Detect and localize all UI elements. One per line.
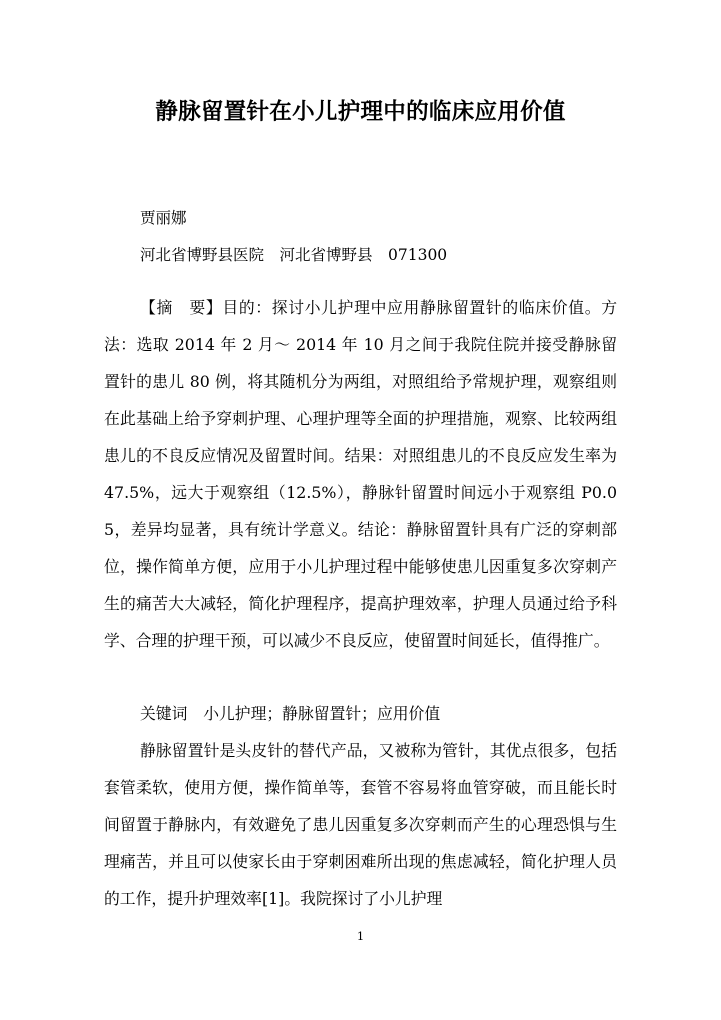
author-name: 贾丽娜 — [140, 209, 187, 227]
page-number: 1 — [356, 929, 365, 943]
author-affiliation: 河北省博野县医院 河北省博野县 071300 — [140, 246, 448, 264]
abstract-paragraph: 【摘 要】目的：探讨小儿护理中应用静脉留置针的临床价值。方法：选取 2014 年 2 月～ 2014 年 10 月之间于我院住院并接受静脉留置针的患儿 80 例，将其随机分为两组，对照组给予常规护理，观察组则在此基础上给予穿刺护理、心理护理等全面的护理措施，观察、比较两组患儿的不良反应情况及留置时间。结果：对照组患儿的不良反应发生率为 47.5%，远大于观察组（12.5%），静脉针留置时间远小于观察组 P0.05，差异均显著，具有统计学意义。结论：静脉留置针具有广泛的穿刺部位，操作简单方便，应用于小儿护理过程中能够使患儿因重复多次穿刺产生的痛苦大大减轻，简化护理程序，提高护理效率，护理人员通过给予科学、合理的护理干预，可以减少不良反应，使留置时间延长，值得推广。 — [104, 298, 617, 650]
keywords-line: 关键词 小儿护理；静脉留置针；应用价值 — [140, 704, 441, 723]
page-title: 静脉留置针在小儿护理中的临床应用价值 — [155, 99, 566, 126]
body-paragraph-1: 静脉留置针是头皮针的替代产品，又被称为管针，其优点很多，包括套管柔软，使用方便，操作简单等，套管不容易将血管穿破，而且能长时间留置于静脉内，有效避免了患儿因重复多次穿刺而产生的心理恐惧与生理痛苦，并且可以使家长由于穿刺困难所出现的焦虑减轻，简化护理人员的工作，提升护理效率[1]。我院探讨了小儿护理 — [104, 741, 617, 908]
